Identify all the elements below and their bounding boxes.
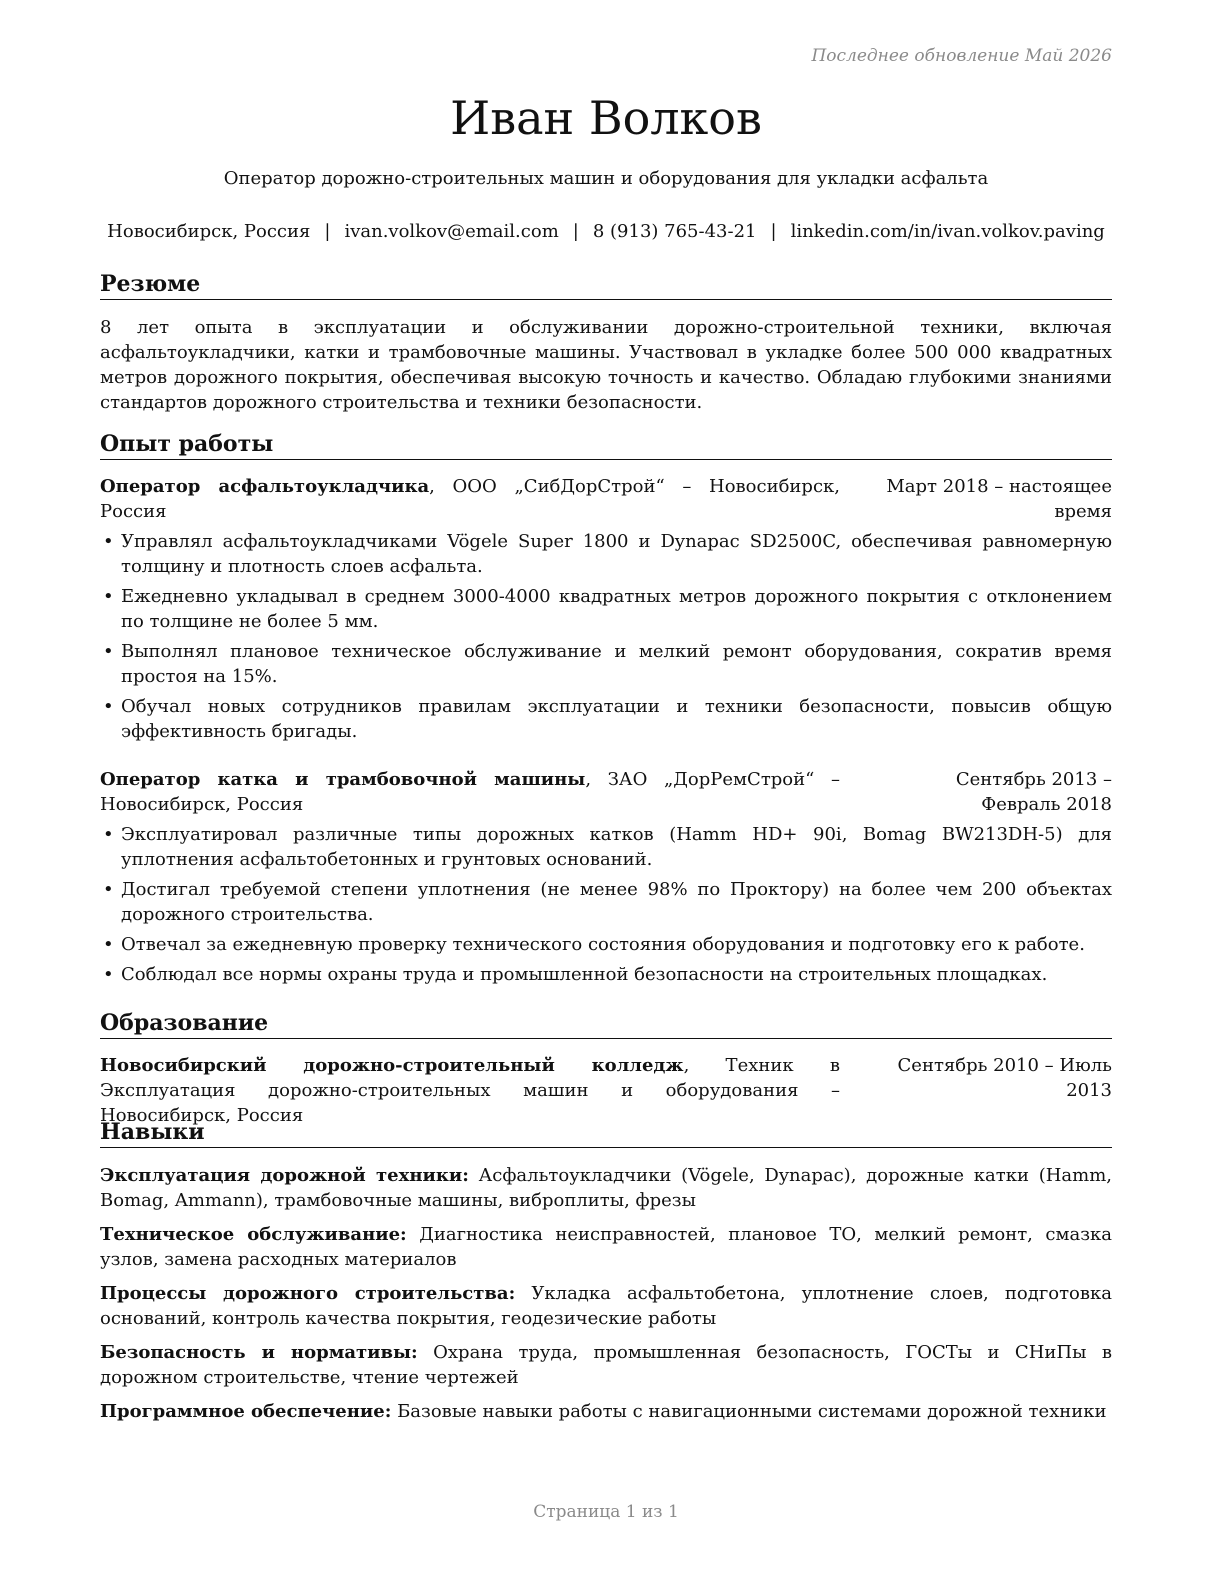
- bullet-icon: •: [103, 934, 114, 955]
- contact-linkedin[interactable]: linkedin.com/in/ivan.volkov.paving: [790, 221, 1105, 242]
- skill-label: Безопасность и нормативы:: [100, 1342, 418, 1363]
- bullet-icon: •: [103, 531, 114, 552]
- job-bullets: [100, 529, 1112, 744]
- job-role: Оператор асфальтоукладчика: [100, 476, 430, 497]
- job-bullets: [100, 822, 1112, 987]
- job-company: , ООО „СибДорСтрой“ – Новосибирск, Россия: [100, 476, 840, 522]
- last-updated: Последнее обновление Май 2026: [811, 46, 1112, 66]
- bullet-icon: •: [103, 964, 114, 985]
- job-title-line: [100, 767, 840, 817]
- skill-item: [100, 1399, 1112, 1424]
- bullet-text: Эксплуатировал различные типы дорожных катков (Hamm HD+ 90i, Bomag BW213DH-5) для уплотнения асфальтобетонных и грунтовых оснований.: [121, 824, 1112, 870]
- list-item: [100, 529, 1112, 579]
- skill-item: [100, 1340, 1112, 1390]
- skills-list: [100, 1163, 1112, 1433]
- education-header: [100, 1053, 1112, 1128]
- contact-phone[interactable]: 8 (913) 765-43-21: [592, 221, 757, 242]
- skill-text: Асфальтоукладчики (Vögele, Dynapac), дорожные катки (Hamm, Bomag, Ammann), трамбовочные машины, виброплиты, фрезы: [100, 1165, 1112, 1211]
- contact-email[interactable]: ivan.volkov@email.com: [344, 221, 559, 242]
- page-number: Страница 1 из 1: [533, 1502, 679, 1522]
- list-item: [100, 822, 1112, 872]
- skill-label: Эксплуатация дорожной техники:: [100, 1165, 469, 1186]
- bullet-text: Соблюдал все нормы охраны труда и промышленной безопасности на строительных площадках.: [121, 964, 1048, 985]
- education-dates: Сентябрь 2010 – Июль 2013: [897, 1055, 1112, 1101]
- section-heading-skills: Навыки: [100, 1118, 1112, 1148]
- job-entry: [100, 474, 1112, 749]
- bullet-text: Достигал требуемой степени уплотнения (не менее 98% по Проктору) на более чем 200 объектах дорожного строительства.: [121, 879, 1112, 925]
- bullet-icon: •: [103, 696, 114, 717]
- job-entry: [100, 767, 1112, 992]
- candidate-title: Оператор дорожно-строительных машин и оборудования для укладки асфальта: [223, 168, 989, 189]
- job-header: [100, 474, 1112, 524]
- contact-separator: |: [770, 221, 777, 242]
- skill-label: Техническое обслуживание:: [100, 1224, 407, 1245]
- skill-text: Укладка асфальтобетона, уплотнение слоев, подготовка оснований, контроль качества покрытия, геодезические работы: [100, 1283, 1113, 1329]
- job-dates: Март 2018 – настоящее время: [886, 476, 1112, 522]
- list-item: [100, 584, 1112, 634]
- job-title-line: [100, 474, 840, 524]
- skill-text: Диагностика неисправностей, плановое ТО, мелкий ремонт, смазка узлов, замена расходных материалов: [100, 1224, 1112, 1270]
- skill-item: [100, 1281, 1112, 1331]
- bullet-icon: •: [103, 824, 114, 845]
- education-school: Новосибирский дорожно-строительный колледж: [100, 1055, 684, 1076]
- skill-item: [100, 1222, 1112, 1272]
- education-entry: [100, 1053, 1112, 1128]
- contact-separator: |: [324, 221, 331, 242]
- contact-line: [100, 219, 1112, 244]
- list-item: [100, 962, 1112, 987]
- skill-text: Базовые навыки работы с навигационными системами дорожной техники: [391, 1401, 1107, 1422]
- skill-label: Программное обеспечение:: [100, 1401, 392, 1422]
- skill-item: [100, 1163, 1112, 1213]
- job-role: Оператор катка и трамбовочной машины: [100, 769, 586, 790]
- skill-text: Охрана труда, промышленная безопасность, ГОСТы и СНиПы в дорожном строительстве, чтение чертежей: [100, 1342, 1112, 1388]
- bullet-text: Отвечал за ежедневную проверку технического состояния оборудования и подготовку его к работе.: [121, 934, 1085, 955]
- contact-location: Новосибирск, Россия: [107, 221, 311, 242]
- bullet-text: Обучал новых сотрудников правилам эксплуатации и техники безопасности, повысив общую эффективность бригады.: [121, 696, 1112, 742]
- bullet-text: Ежедневно укладывал в среднем 3000-4000 квадратных метров дорожного покрытия с отклонением по толщине не более 5 мм.: [121, 586, 1112, 632]
- job-dates: Сентябрь 2013 – Февраль 2018: [955, 769, 1112, 815]
- bullet-icon: •: [103, 586, 114, 607]
- summary-text: 8 лет опыта в эксплуатации и обслуживании дорожно-строительной техники, включая асфальтоукладчики, катки и трамбовочные машины. Участвовал в укладке более 500 000 квадратных метров дорожного покрытия, обеспечивая высокую точность и качество. Обладаю глубокими знаниями стандартов дорожного строительства и техники безопасности.: [100, 317, 1112, 413]
- job-company: , ЗАО „ДорРемСтрой“ – Новосибирск, Россия: [100, 769, 840, 815]
- education-details: , Техник в Эксплуатация дорожно-строительных машин и оборудования – Новосибирск, Россия: [100, 1055, 840, 1126]
- skill-label: Процессы дорожного строительства:: [100, 1283, 516, 1304]
- section-heading-education: Образование: [100, 1009, 1112, 1039]
- resume-page: [100, 0, 1112, 1584]
- candidate-name: Иван Волков: [450, 91, 762, 145]
- bullet-text: Выполнял плановое техническое обслуживание и мелкий ремонт оборудования, сократив время простоя на 15%.: [121, 641, 1112, 687]
- bullet-icon: •: [103, 641, 114, 662]
- list-item: [100, 639, 1112, 689]
- list-item: [100, 694, 1112, 744]
- section-heading-summary: Резюме: [100, 270, 1112, 300]
- list-item: [100, 877, 1112, 927]
- education-title-line: [100, 1053, 840, 1128]
- bullet-icon: •: [103, 879, 114, 900]
- job-header: [100, 767, 1112, 817]
- list-item: [100, 932, 1112, 957]
- section-heading-experience: Опыт работы: [100, 430, 1112, 460]
- contact-separator: |: [572, 221, 579, 242]
- bullet-text: Управлял асфальтоукладчиками Vögele Super 1800 и Dynapac SD2500C, обеспечивая равномерную толщину и плотность слоев асфальта.: [121, 531, 1112, 577]
